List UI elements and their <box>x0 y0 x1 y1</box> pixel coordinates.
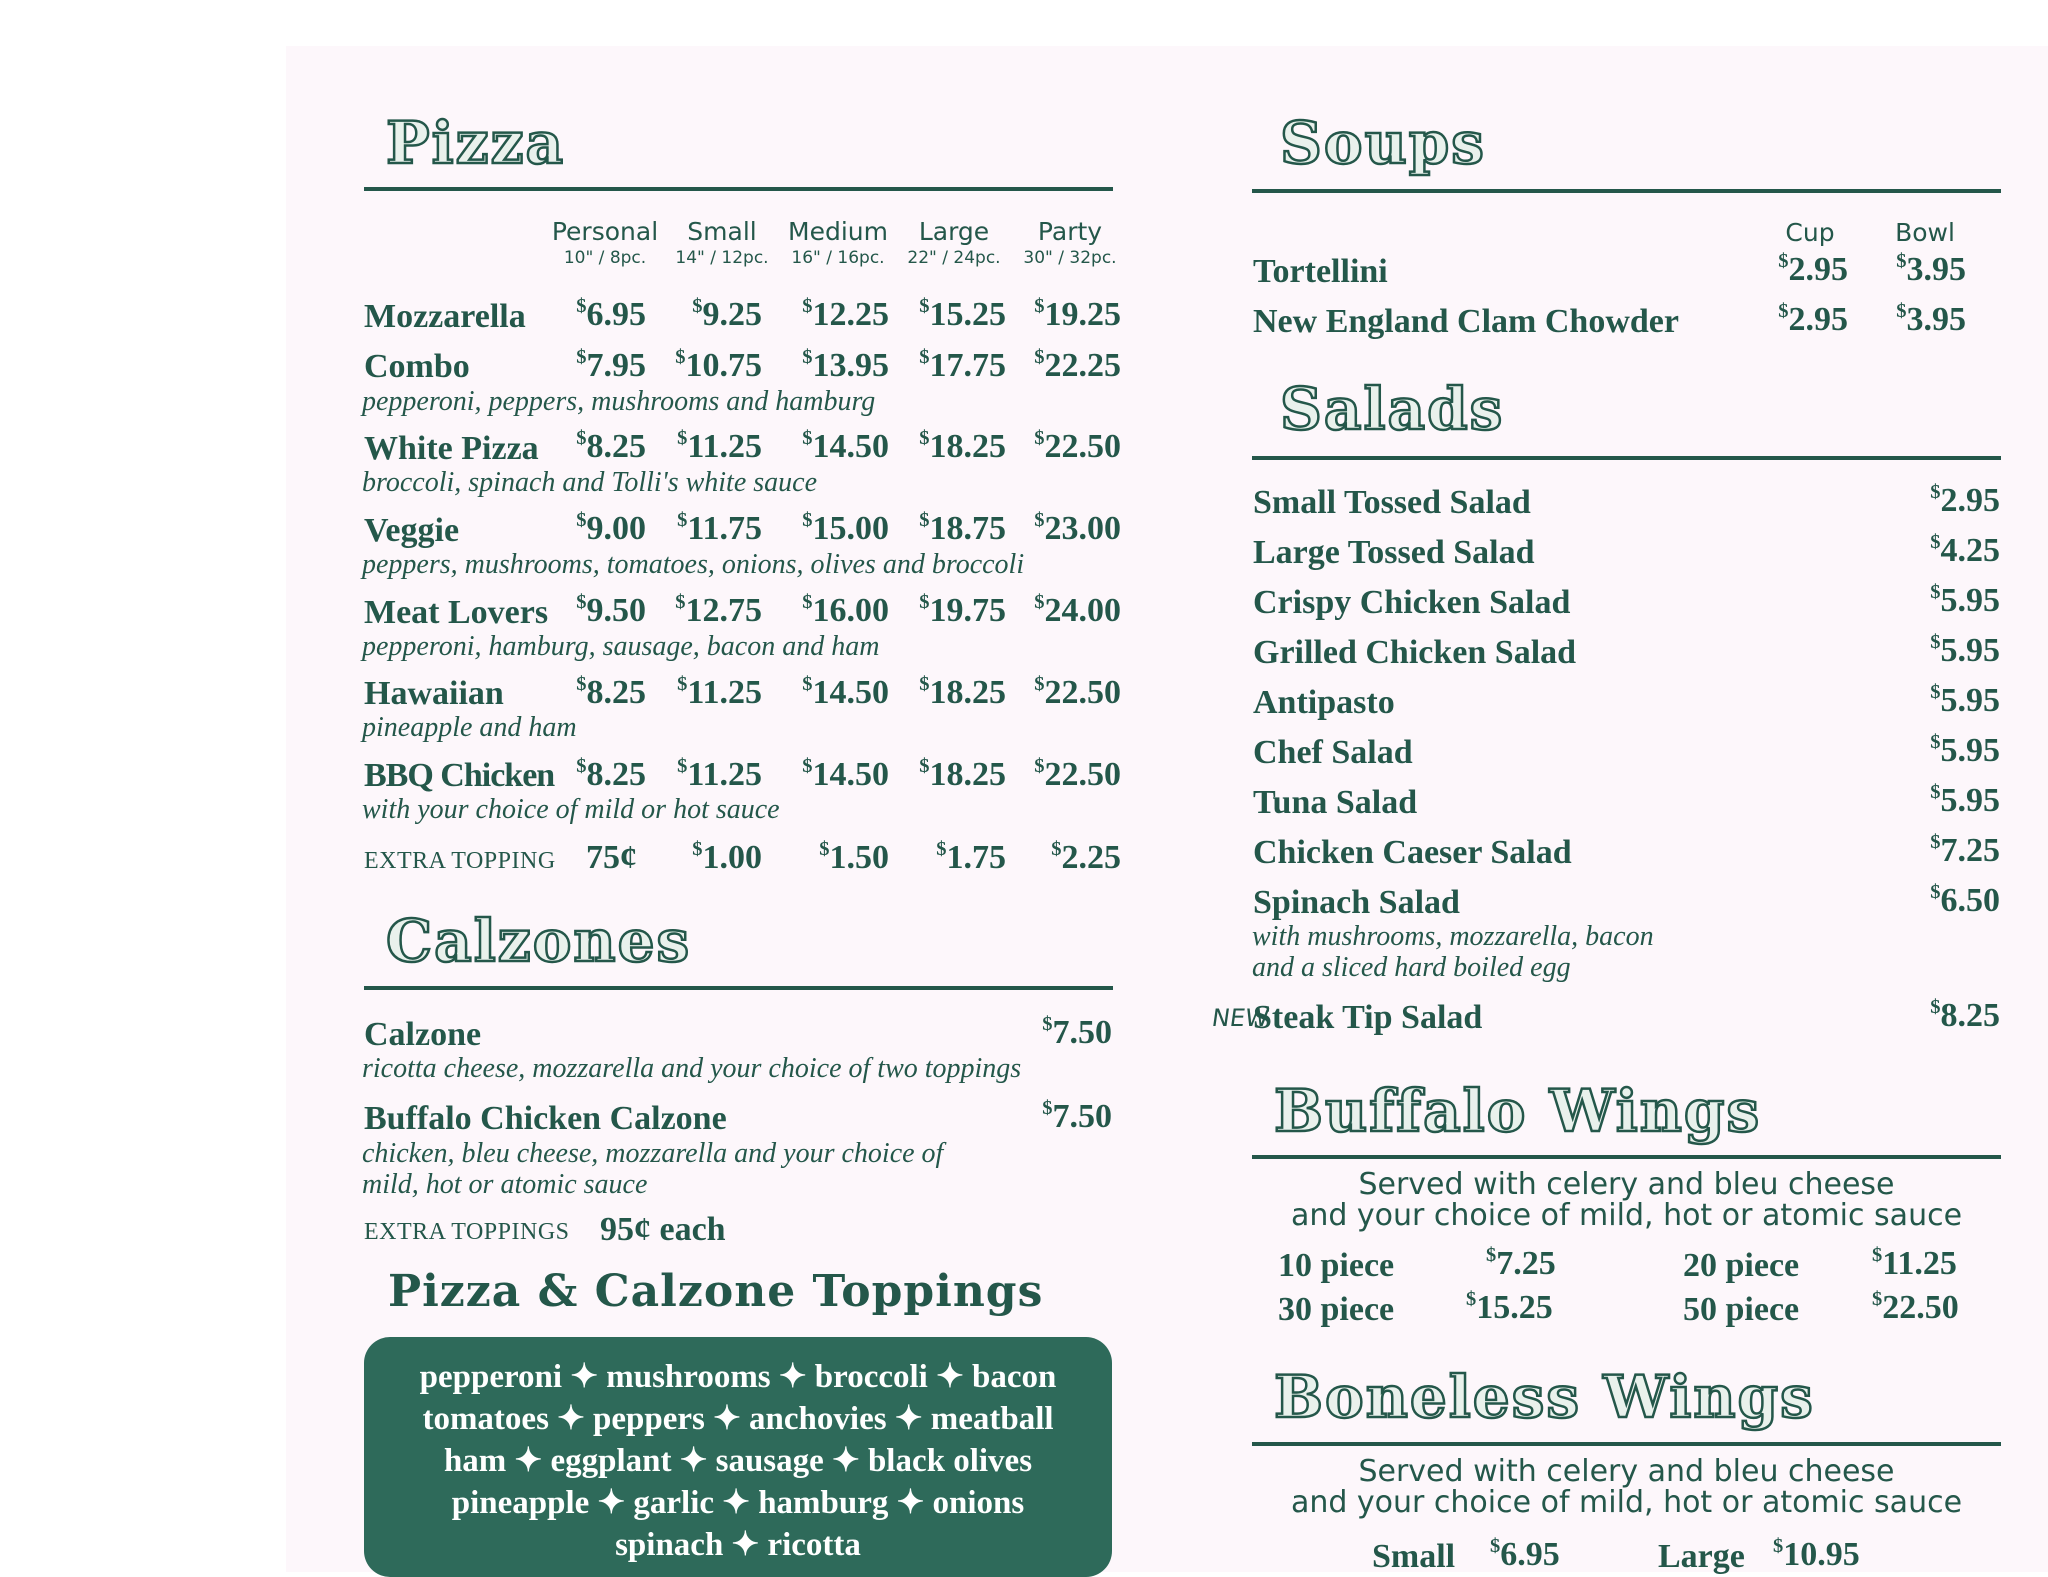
price: $3.95 <box>1896 300 1966 338</box>
price: $5.95 <box>1930 631 2000 669</box>
price: $11.75 <box>677 509 762 547</box>
price: $12.75 <box>675 591 762 629</box>
item-description: pineapple and ham <box>362 712 577 743</box>
size-personal: Personal <box>551 217 659 246</box>
price: $13.95 <box>802 346 889 384</box>
item-description: pepperoni, hamburg, sausage, bacon and ham <box>362 631 880 662</box>
extra-toppings-price: 95¢ each <box>600 1211 726 1248</box>
boneless-wings-heading: Boneless Wings <box>1274 1363 1815 1431</box>
item-name: Large Tossed Salad <box>1253 534 1535 571</box>
price: $6.95 <box>1490 1535 1560 1573</box>
price: $11.25 <box>677 427 762 465</box>
price: $2.95 <box>1778 250 1848 288</box>
item-name: Spinach Salad <box>1253 884 1460 921</box>
item-description: with your choice of mild or hot sauce <box>362 794 780 825</box>
toppings-line: pepperoni ✦ mushrooms ✦ broccoli ✦ bacon <box>419 1359 1057 1395</box>
price: $14.50 <box>802 427 889 465</box>
price: $22.50 <box>1872 1288 1959 1326</box>
price: $2.95 <box>1778 300 1848 338</box>
pizza-heading: Pizza <box>386 109 566 177</box>
price: $24.00 <box>1034 591 1121 629</box>
item-name: Chef Salad <box>1253 734 1413 771</box>
calzones-heading: Calzones <box>386 907 692 975</box>
price: $1.00 <box>692 838 762 876</box>
item-name: Calzone <box>364 1016 482 1053</box>
item-description: and a sliced hard boiled egg <box>1252 952 1571 983</box>
soup-col-bowl: Bowl <box>1895 218 1955 247</box>
size-large: Large <box>918 217 990 246</box>
size-spec-personal: 10" / 8pc. <box>563 248 647 268</box>
buffalo-wings-heading: Buffalo Wings <box>1274 1077 1762 1145</box>
toppings-line: spinach ✦ ricotta <box>615 1527 861 1563</box>
price: $1.50 <box>819 838 889 876</box>
price: $8.25 <box>1930 996 2000 1034</box>
price: $7.50 <box>1042 1013 1112 1051</box>
price: $4.25 <box>1930 531 2000 569</box>
item-name: Antipasto <box>1253 684 1395 721</box>
price: $11.25 <box>677 673 762 711</box>
toppings-box <box>364 1337 1112 1577</box>
price: $2.25 <box>1051 838 1121 876</box>
item-name: Steak Tip Salad <box>1253 999 1483 1036</box>
price: $15.00 <box>802 509 889 547</box>
price: $5.95 <box>1930 681 2000 719</box>
price: $7.25 <box>1930 831 2000 869</box>
wing-size: 30 piece <box>1278 1291 1395 1328</box>
size-small: Small <box>687 217 757 246</box>
size-spec-small: 14" / 12pc. <box>675 248 769 268</box>
size-spec-party: 30" / 32pc. <box>1023 248 1117 268</box>
price: $6.95 <box>576 295 646 333</box>
item-name: Small Tossed Salad <box>1253 484 1531 521</box>
pizza-rule <box>364 187 1113 191</box>
price: $14.50 <box>802 755 889 793</box>
salads-heading: Salads <box>1280 375 1505 443</box>
toppings-line: tomatoes ✦ peppers ✦ anchovies ✦ meatball <box>422 1401 1054 1437</box>
served-line: Served with celery and bleu cheese <box>1358 1454 1895 1489</box>
price: $17.75 <box>919 346 1006 384</box>
price: $7.25 <box>1486 1244 1556 1282</box>
size-medium: Medium <box>788 217 888 246</box>
item-name: Grilled Chicken Salad <box>1253 634 1577 671</box>
size-spec-medium: 16" / 16pc. <box>791 248 885 268</box>
item-name: Chicken Caeser Salad <box>1253 834 1572 871</box>
price: $18.25 <box>919 755 1006 793</box>
extra-price: 75¢ <box>586 839 637 876</box>
soups-rule <box>1252 189 2001 193</box>
buffalo-wings-rule <box>1252 1155 2001 1159</box>
price: $12.25 <box>802 295 889 333</box>
price: $8.25 <box>576 673 646 711</box>
toppings-heading: Pizza & Calzone Toppings <box>388 1266 1044 1317</box>
price: $22.50 <box>1034 673 1121 711</box>
price: $7.50 <box>1042 1097 1112 1135</box>
item-name: BBQ Chicken <box>364 757 555 794</box>
item-name: White Pizza <box>364 430 539 467</box>
item-name: Hawaiian <box>364 675 504 712</box>
calzones-rule <box>364 986 1113 990</box>
price: $16.00 <box>802 591 889 629</box>
price: $11.25 <box>677 755 762 793</box>
item-name: Veggie <box>364 512 460 549</box>
item-description: with mushrooms, mozzarella, bacon <box>1252 921 1654 952</box>
wing-size: 10 piece <box>1278 1247 1395 1284</box>
item-name: New England Clam Chowder <box>1253 303 1679 340</box>
price: $10.75 <box>675 346 762 384</box>
price: $5.95 <box>1930 731 2000 769</box>
wing-size: Small <box>1372 1538 1456 1575</box>
price: $18.25 <box>919 673 1006 711</box>
item-name: Buffalo Chicken Calzone <box>364 1100 727 1137</box>
item-name: Combo <box>364 348 470 385</box>
price: $11.25 <box>1872 1244 1957 1282</box>
item-name: Meat Lovers <box>364 594 549 631</box>
price: $8.25 <box>576 755 646 793</box>
price: $5.95 <box>1930 781 2000 819</box>
price: $5.95 <box>1930 581 2000 619</box>
price: $2.95 <box>1930 481 2000 519</box>
item-name: Tuna Salad <box>1253 784 1418 821</box>
price: $22.50 <box>1034 427 1121 465</box>
item-name: Crispy Chicken Salad <box>1253 584 1571 621</box>
extra-topping-label: EXTRA TOPPING <box>364 848 556 874</box>
price: $18.25 <box>919 427 1006 465</box>
size-party: Party <box>1037 217 1103 246</box>
price: $9.50 <box>576 591 646 629</box>
salads-rule <box>1252 456 2001 460</box>
price: $18.75 <box>919 509 1006 547</box>
served-line: and your choice of mild, hot or atomic sauce <box>1290 1485 1963 1520</box>
price: $22.50 <box>1034 755 1121 793</box>
item-description: chicken, bleu cheese, mozzarella and your choice of <box>362 1138 944 1169</box>
price: $23.00 <box>1034 509 1121 547</box>
item-description: mild, hot or atomic sauce <box>362 1169 648 1200</box>
price: $7.95 <box>576 346 646 384</box>
price: $14.50 <box>802 673 889 711</box>
served-line: Served with celery and bleu cheese <box>1358 1167 1895 1202</box>
price: $9.25 <box>692 295 762 333</box>
wing-size: Large <box>1658 1538 1745 1575</box>
price: $9.00 <box>576 509 646 547</box>
price: $15.25 <box>1466 1288 1553 1326</box>
soups-heading: Soups <box>1280 109 1486 177</box>
price: $3.95 <box>1896 250 1966 288</box>
new-badge: NEW <box>1210 1004 1271 1032</box>
boneless-wings-rule <box>1252 1442 2001 1446</box>
item-description: pepperoni, peppers, mushrooms and hamburg <box>362 386 876 417</box>
price: $19.75 <box>919 591 1006 629</box>
price: $22.25 <box>1034 346 1121 384</box>
wing-size: 50 piece <box>1683 1291 1800 1328</box>
extra-toppings-label: EXTRA TOPPINGS <box>364 1219 570 1245</box>
size-spec-large: 22" / 24pc. <box>907 248 1001 268</box>
item-description: peppers, mushrooms, tomatoes, onions, olives and broccoli <box>362 549 1025 580</box>
soup-col-cup: Cup <box>1785 218 1835 247</box>
wing-size: 20 piece <box>1683 1247 1800 1284</box>
item-name: Mozzarella <box>364 298 526 335</box>
toppings-line: pineapple ✦ garlic ✦ hamburg ✦ onions <box>451 1485 1025 1521</box>
price: $10.95 <box>1773 1535 1860 1573</box>
toppings-line: ham ✦ eggplant ✦ sausage ✦ black olives <box>443 1443 1033 1479</box>
price: $1.75 <box>936 838 1006 876</box>
price: $6.50 <box>1930 881 2000 919</box>
item-description: ricotta cheese, mozzarella and your choice of two toppings <box>362 1053 1022 1084</box>
price: $15.25 <box>919 295 1006 333</box>
price: $19.25 <box>1034 295 1121 333</box>
served-line: and your choice of mild, hot or atomic sauce <box>1290 1198 1963 1233</box>
item-description: broccoli, spinach and Tolli's white sauce <box>362 467 818 498</box>
price: $8.25 <box>576 427 646 465</box>
item-name: Tortellini <box>1253 253 1388 290</box>
